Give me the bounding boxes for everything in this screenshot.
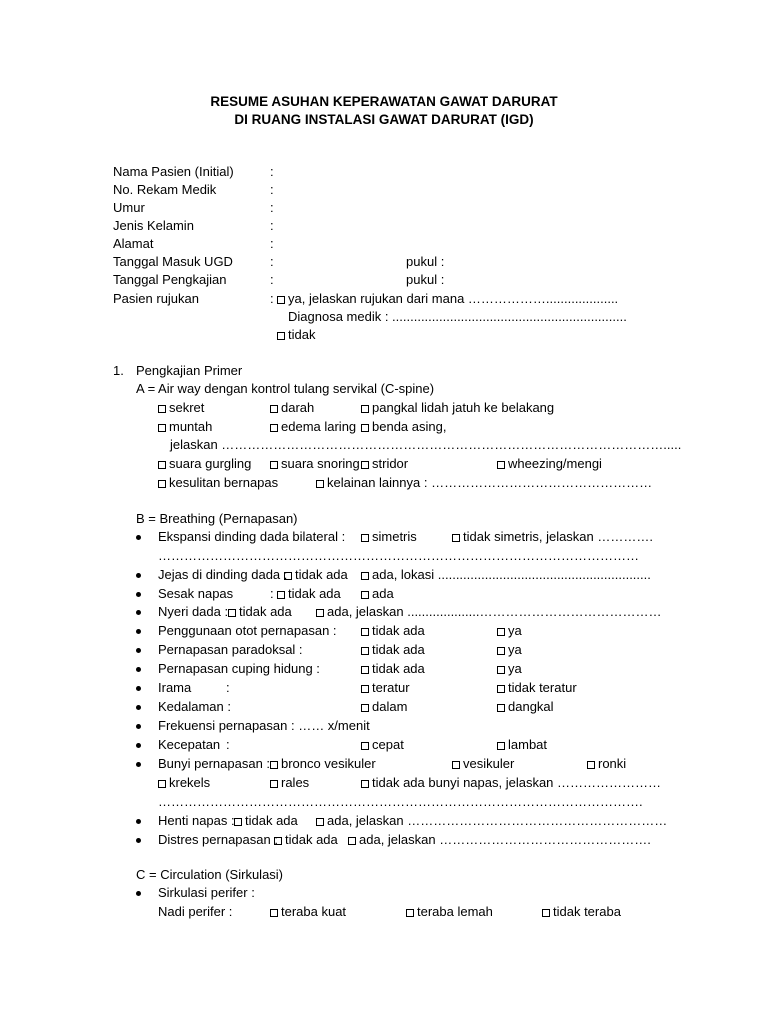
label-nadi-perifer: Nadi perifer : <box>158 904 233 919</box>
section-heading: Pengkajian Primer <box>136 363 243 378</box>
checkbox-icon[interactable] <box>361 647 369 655</box>
option-henti-ada[interactable]: ada, jelaskan …………………………………………………… <box>316 812 667 830</box>
option-dalam[interactable]: dalam <box>361 698 407 716</box>
bullet-icon <box>136 724 141 729</box>
label-sirkulasi-perifer: Sirkulasi perifer : <box>158 885 255 900</box>
option-henti-tidak-ada[interactable]: tidak ada <box>234 812 298 830</box>
label-otot-pernapasan: Penggunaan otot pernapasan : <box>158 623 337 638</box>
checkbox-icon[interactable] <box>406 909 414 917</box>
option-jejas-ada[interactable]: ada, lokasi ........................................................... <box>361 566 651 584</box>
colon: : <box>270 218 274 233</box>
checkbox-icon[interactable] <box>361 461 369 469</box>
colon: : <box>270 291 274 306</box>
section-number: 1. <box>113 363 124 378</box>
checkbox-icon[interactable] <box>277 591 285 599</box>
bunyi-continuation: …………………………………………………………………………………………………. <box>158 794 643 809</box>
option-tidak-teratur[interactable]: tidak teratur <box>497 679 577 697</box>
option-darah[interactable]: darah <box>270 399 314 417</box>
colon: : <box>270 272 274 287</box>
checkbox-icon[interactable] <box>348 837 356 845</box>
option-muntah[interactable]: muntah <box>158 418 212 436</box>
label-kecepatan: Kecepatan <box>158 737 221 752</box>
colon: : <box>270 164 274 179</box>
option-otot-ya[interactable]: ya <box>497 622 522 640</box>
option-nyeri-tidak-ada[interactable]: tidak ada <box>228 603 292 621</box>
option-bronco-vesikuler[interactable]: bronco vesikuler <box>270 755 376 773</box>
option-edema-laring[interactable]: edema laring <box>270 418 356 436</box>
option-paradoksal-ya[interactable]: ya <box>497 641 522 659</box>
bullet-icon <box>136 648 141 653</box>
checkbox-icon[interactable] <box>361 534 369 542</box>
checkbox-icon[interactable] <box>270 761 278 769</box>
option-nyeri-ada[interactable]: ada, jelaskan ....................…………………………………… <box>316 603 661 621</box>
bullet-icon <box>136 705 141 710</box>
label-cuping-hidung: Pernapasan cuping hidung : <box>158 661 320 676</box>
checkbox-icon[interactable] <box>587 761 595 769</box>
checkbox-icon[interactable] <box>270 461 278 469</box>
option-sesak-tidak-ada[interactable]: tidak ada <box>277 585 341 603</box>
label-diagnosa-medik: Diagnosa medik : ................................................................. <box>288 309 627 324</box>
option-cepat[interactable]: cepat <box>361 736 404 754</box>
option-wheezing[interactable]: wheezing/mengi <box>497 455 602 473</box>
option-vesikuler[interactable]: vesikuler <box>452 755 514 773</box>
colon: : <box>270 182 274 197</box>
bullet-icon <box>136 592 141 597</box>
circulation-title: C = Circulation (Sirkulasi) <box>136 867 284 882</box>
colon: : <box>270 586 274 601</box>
option-dangkal[interactable]: dangkal <box>497 698 554 716</box>
checkbox-icon[interactable] <box>361 704 369 712</box>
checkbox-icon[interactable] <box>270 405 278 413</box>
bullet-icon <box>136 838 141 843</box>
checkbox-icon[interactable] <box>158 461 166 469</box>
checkbox-icon[interactable] <box>497 685 505 693</box>
breathing-title: B = Breathing (Pernapasan) <box>136 511 298 526</box>
option-tidak-teraba[interactable]: tidak teraba <box>542 903 621 921</box>
option-ronki[interactable]: ronki <box>587 755 626 773</box>
checkbox-icon[interactable] <box>361 424 369 432</box>
checkbox-icon[interactable] <box>497 628 505 636</box>
label-pukul-masuk: pukul : <box>406 254 445 269</box>
option-jejas-tidak-ada[interactable]: tidak ada <box>284 566 348 584</box>
checkbox-icon[interactable] <box>452 534 460 542</box>
colon: : <box>226 680 230 695</box>
option-rales[interactable]: rales <box>270 774 309 792</box>
document-title-line1: RESUME ASUHAN KEPERAWATAN GAWAT DARURAT <box>210 94 558 109</box>
checkbox-icon[interactable] <box>497 742 505 750</box>
checkbox-icon[interactable] <box>284 572 292 580</box>
option-simetris[interactable]: simetris <box>361 528 417 546</box>
label-henti-napas: Henti napas : <box>158 813 235 828</box>
bullet-icon <box>136 535 141 540</box>
bullet-icon <box>136 573 141 578</box>
checkbox-icon[interactable] <box>234 818 242 826</box>
checkbox-icon[interactable] <box>361 572 369 580</box>
label-tanggal-pengkajian: Tanggal Pengkajian <box>113 272 227 287</box>
label-umur: Umur <box>113 200 145 215</box>
label-pasien-rujukan: Pasien rujukan <box>113 291 199 306</box>
option-tidak-ada-bunyi[interactable]: tidak ada bunyi napas, jelaskan …………………… <box>361 774 661 792</box>
label-rekam-medik: No. Rekam Medik <box>113 182 217 197</box>
option-sekret[interactable]: sekret <box>158 399 204 417</box>
ekspansi-continuation: ………………………………………………………………………………………………… <box>158 548 639 563</box>
bullet-icon <box>136 667 141 672</box>
checkbox-icon[interactable] <box>277 332 285 340</box>
colon: : <box>270 236 274 251</box>
checkbox-icon[interactable] <box>158 480 166 488</box>
label-irama: Irama <box>158 680 192 695</box>
option-stridor[interactable]: stridor <box>361 455 408 473</box>
label-ekspansi: Ekspansi dinding dada bilateral : <box>158 529 346 544</box>
checkbox-icon[interactable] <box>361 780 369 788</box>
bullet-icon <box>136 819 141 824</box>
option-otot-tidak-ada[interactable]: tidak ada <box>361 622 425 640</box>
colon: : <box>270 254 274 269</box>
option-teratur[interactable]: teratur <box>361 679 410 697</box>
label-paradoksal: Pernapasan paradoksal : <box>158 642 303 657</box>
option-paradoksal-tidak-ada[interactable]: tidak ada <box>361 641 425 659</box>
option-cuping-ya[interactable]: ya <box>497 660 522 678</box>
checkbox-icon[interactable] <box>228 609 236 617</box>
label-pukul-pengkajian: pukul : <box>406 272 445 287</box>
option-rujukan-ya[interactable]: ya, jelaskan rujukan dari mana ……………….................... <box>277 290 618 308</box>
option-cuping-tidak-ada[interactable]: tidak ada <box>361 660 425 678</box>
option-kelainan-lainnya[interactable]: kelainan lainnya : …………………………………………… <box>316 474 652 492</box>
option-tidak-simetris[interactable]: tidak simetris, jelaskan …………. <box>452 528 653 546</box>
option-suara-snoring[interactable]: suara snoring <box>270 455 360 473</box>
checkbox-icon[interactable] <box>270 424 278 432</box>
checkbox-icon[interactable] <box>277 296 285 304</box>
option-distres-tidak-ada[interactable]: tidak ada <box>274 831 338 849</box>
option-krekels[interactable]: krekels <box>158 774 210 792</box>
checkbox-icon[interactable] <box>270 780 278 788</box>
document-title-line2: DI RUANG INSTALASI GAWAT DARURAT (IGD) <box>234 112 534 127</box>
airway-title: A = Air way dengan kontrol tulang servikal (C-spine) <box>136 381 435 396</box>
checkbox-icon[interactable] <box>452 761 460 769</box>
bullet-icon <box>136 629 141 634</box>
checkbox-icon[interactable] <box>316 818 324 826</box>
checkbox-icon[interactable] <box>542 909 550 917</box>
checkbox-icon[interactable] <box>274 837 282 845</box>
checkbox-icon[interactable] <box>497 704 505 712</box>
bullet-icon <box>136 610 141 615</box>
option-lambat[interactable]: lambat <box>497 736 547 754</box>
checkbox-icon[interactable] <box>497 647 505 655</box>
airway-jelaskan: jelaskan …………………………………………………………………………………………..... <box>170 437 682 452</box>
option-benda-asing[interactable]: benda asing, <box>361 418 446 436</box>
label-distres: Distres pernapasan : <box>158 832 278 847</box>
bullet-icon <box>136 891 141 896</box>
option-pangkal-lidah[interactable]: pangkal lidah jatuh ke belakang <box>361 399 554 417</box>
checkbox-icon[interactable] <box>497 666 505 674</box>
option-distres-ada[interactable]: ada, jelaskan …………………………………………. <box>348 831 651 849</box>
checkbox-icon[interactable] <box>158 424 166 432</box>
option-kesulitan-bernapas[interactable]: kesulitan bernapas <box>158 474 278 492</box>
bullet-icon <box>136 686 141 691</box>
option-sesak-ada[interactable]: ada <box>361 585 394 603</box>
checkbox-icon[interactable] <box>361 405 369 413</box>
checkbox-icon[interactable] <box>270 909 278 917</box>
checkbox-icon[interactable] <box>158 780 166 788</box>
label-nyeri-dada: Nyeri dada : <box>158 604 229 619</box>
label-bunyi-pernapasan: Bunyi pernapasan : <box>158 756 271 771</box>
checkbox-icon[interactable] <box>497 461 505 469</box>
colon: : <box>226 737 230 752</box>
checkbox-icon[interactable] <box>316 609 324 617</box>
label-nama-pasien: Nama Pasien (Initial) <box>113 164 234 179</box>
checkbox-icon[interactable] <box>316 480 324 488</box>
option-teraba-lemah[interactable]: teraba lemah <box>406 903 493 921</box>
option-rujukan-tidak[interactable]: tidak <box>277 326 315 344</box>
bullet-icon <box>136 762 141 767</box>
bullet-icon <box>136 743 141 748</box>
checkbox-icon[interactable] <box>361 742 369 750</box>
label-kedalaman: Kedalaman : <box>158 699 231 714</box>
label-jenis-kelamin: Jenis Kelamin <box>113 218 194 233</box>
colon: : <box>270 200 274 215</box>
label-sesak-napas: Sesak napas <box>158 586 234 601</box>
label-alamat: Alamat <box>113 236 154 251</box>
option-suara-gurgling[interactable]: suara gurgling <box>158 455 251 473</box>
label-jejas: Jejas di dinding dada : <box>158 567 288 582</box>
checkbox-icon[interactable] <box>361 628 369 636</box>
checkbox-icon[interactable] <box>158 405 166 413</box>
label-frekuensi: Frekuensi pernapasan : …… x/menit <box>158 718 370 733</box>
option-teraba-kuat[interactable]: teraba kuat <box>270 903 346 921</box>
label-tanggal-masuk: Tanggal Masuk UGD <box>113 254 233 269</box>
checkbox-icon[interactable] <box>361 666 369 674</box>
checkbox-icon[interactable] <box>361 685 369 693</box>
checkbox-icon[interactable] <box>361 591 369 599</box>
